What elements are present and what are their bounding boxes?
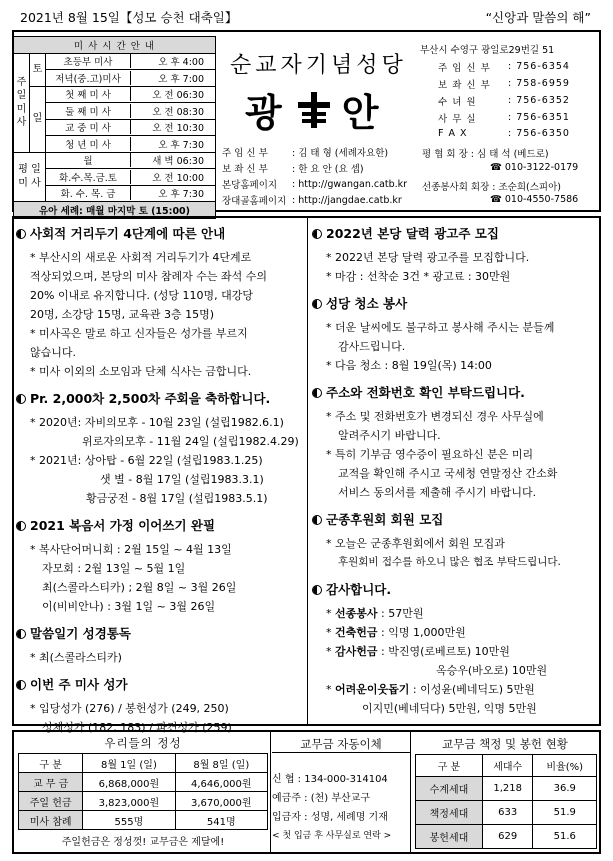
table-header: 비율(%) xyxy=(533,755,597,777)
table-cell: 629 xyxy=(482,825,533,849)
bullet-icon xyxy=(312,388,322,398)
pledge-status-table xyxy=(415,754,597,849)
section-title: 말씀일기 성경통독 xyxy=(16,624,304,642)
list-item: 않습니다. xyxy=(30,346,77,359)
row-label: 미사 참례 xyxy=(19,811,83,830)
list-item: 서비스 동의서를 제출해 주시기 바랍니다. xyxy=(338,486,537,499)
table-header: 세대수 xyxy=(482,755,533,777)
mass-name: 화. 수. 목. 금 xyxy=(60,189,116,201)
mass-time: 오 후 7:30 xyxy=(130,137,208,151)
list-item: 옥승우(바오로) 10만원 xyxy=(436,664,548,677)
list-item: * 건축헌금 : 익명 1,000만원 xyxy=(326,626,466,639)
section-title: 이번 주 미사 성가 xyxy=(16,675,304,693)
bullet-icon xyxy=(312,229,322,239)
row-label: 봉헌세대 xyxy=(416,825,483,849)
section-title: 감사합니다. xyxy=(312,580,598,598)
contact-phone: : 758-6959 xyxy=(508,78,570,89)
mass-time: 오 전 10:30 xyxy=(130,120,208,134)
list-item: 성체성가 (182, 183) / 파견성가 (259) xyxy=(42,721,232,734)
bullet-icon xyxy=(312,515,322,525)
mass-time: 오 전 08:30 xyxy=(130,104,208,118)
auto-transfer-info xyxy=(272,770,391,846)
list-item: * 마감 : 선착순 3건 * 광고료 : 30만원 xyxy=(326,270,511,283)
contact-label: 주 임 신 부 xyxy=(438,62,491,74)
contact-phone: : 756-6350 xyxy=(508,127,570,139)
list-item: * 다음 청소 : 8월 19일(목) 14:00 xyxy=(326,359,492,372)
staff-value: : 김 태 형 (세례자요한) xyxy=(292,148,389,159)
table-cell: 3,823,000원 xyxy=(83,792,175,811)
list-item: * 선종봉사 : 57만원 xyxy=(326,607,424,620)
list-item: 후원회비 접수를 하오니 많은 협조 부탁드립니다. xyxy=(338,556,561,568)
council-chair-phone: ☎ 010-3122-0179 xyxy=(490,162,579,173)
contact-label: 수 녀 원 xyxy=(438,96,477,108)
bullet-icon xyxy=(312,585,322,595)
list-item: * 2022년 본당 달력 광고주를 모집합니다. xyxy=(326,251,530,264)
table-cell: 4,646,000원 xyxy=(175,773,267,792)
bullet-icon xyxy=(16,229,26,239)
staff-value: : 한 요 안 (요 셉) xyxy=(292,164,364,175)
funeral-service-phone: ☎ 010-4550-7586 xyxy=(490,194,579,205)
table-cell: 51.9 xyxy=(533,801,597,825)
section-title: 2022년 본당 달력 광고주 모집 xyxy=(312,224,598,242)
list-item: 이(비비안나) : 3월 1일 ~ 3월 26일 xyxy=(42,600,216,613)
table-cell: 555명 xyxy=(83,811,175,830)
table-header: 8월 8일 (일) xyxy=(175,754,267,773)
list-item: 자모회 : 2월 13일 ~ 5월 1일 xyxy=(42,562,186,575)
sunday-label: 일 xyxy=(30,86,46,152)
list-item: 교적을 확인해 주시고 국세청 연말정산 간소화 xyxy=(338,467,558,480)
list-item: 20% 이내로 유지합니다. (성당 110명, 대강당 xyxy=(30,289,253,302)
list-item: 샛 별 - 8월 17일 (설립1983.3.1) xyxy=(100,473,264,486)
bulletin-motto: “신앙과 말씀의 해” xyxy=(485,10,591,25)
list-item: 적상되었으며, 본당의 미사 참례자 수는 좌석 수의 xyxy=(30,270,267,283)
row-label: 주일 헌금 xyxy=(19,792,83,811)
list-item: * 부산시의 새로운 사회적 거리두기가 4단계로 xyxy=(30,251,252,264)
list-item: * 2021년: 상아탑 - 6월 22일 (설립1983.1.25) xyxy=(30,454,263,467)
mass-time: 오 후 7:30 xyxy=(130,186,208,200)
mass-name: 저녁(중.고)미사 xyxy=(55,73,121,85)
contact-list xyxy=(438,58,570,140)
list-item: 이지민(베네딕다) 5만원, 익명 5만원 xyxy=(362,702,537,715)
sunday-mass-label: 주 일 미 사 xyxy=(14,53,30,152)
list-item: * 감사헌금 : 박진영(로베르토) 10만원 xyxy=(326,645,510,658)
staff-label: 장대골홈페이지 xyxy=(222,196,287,207)
bank-account: 신 협 : 134-000-314104 xyxy=(272,774,388,785)
table-cell: 541명 xyxy=(175,811,267,830)
list-item: 위로자의모후 - 11월 24일 (설립1982.4.29) xyxy=(82,435,299,448)
bulletin-date: 2021년 8월 15일【성모 승천 대축일】 xyxy=(20,10,238,25)
parish-address: 부산시 수영구 광일로29번길 51 xyxy=(420,45,555,56)
table-cell: 36.9 xyxy=(533,777,597,801)
contact-office-note: < 첫 입금 후 사무실로 연락 > xyxy=(272,831,392,841)
list-item: * 어려운이웃돕기 : 이성윤(베네딕도) 5만원 xyxy=(326,683,535,696)
list-item: * 2020년: 자비의모후 - 10월 23일 (설립1982.6.1) xyxy=(30,416,284,429)
mass-name: 청 년 미 사 xyxy=(65,139,111,151)
section-title: Pr. 2,000차 2,500차 주회을 축하합니다. xyxy=(16,389,304,407)
council-chair: 평 협 회 장 : 심 태 석 (베드로) xyxy=(422,149,549,160)
section-title: 성당 청소 봉사 xyxy=(312,294,598,312)
contact-label: 사 무 실 xyxy=(438,113,477,125)
bullet-icon xyxy=(312,299,322,309)
table-header: 8월 1일 (일) xyxy=(83,754,175,773)
contact-label: F A X xyxy=(438,127,468,139)
contact-label: 보 좌 신 부 xyxy=(438,79,491,91)
staff-list xyxy=(222,144,407,208)
column-divider xyxy=(307,218,308,724)
contact-phone: : 756-6351 xyxy=(508,112,570,123)
row-label: 수계세대 xyxy=(416,777,483,801)
bullet-icon xyxy=(16,394,26,404)
table-header: 구 분 xyxy=(416,755,483,777)
infant-baptism-note: 유아 세례: 매월 마지막 토 (15:00) xyxy=(14,202,216,219)
staff-label: 주 임 신 부 xyxy=(222,148,268,159)
offering-table xyxy=(18,753,268,830)
row-label: 책정세대 xyxy=(416,801,483,825)
mass-name: 둘 째 미 사 xyxy=(65,106,111,118)
row-label: 교 무 금 xyxy=(19,773,83,792)
mass-name: 교 중 미 사 xyxy=(65,123,111,135)
table-header: 구 분 xyxy=(19,754,83,773)
logo-left-char: 광 xyxy=(245,90,286,135)
offering-title: 우리들의 정성 xyxy=(104,736,182,750)
staff-label: 본당홈페이지 xyxy=(222,180,278,191)
list-item: * 더운 날씨에도 불구하고 봉사해 주시는 분들께 xyxy=(326,321,555,334)
pledge-status-title: 교무금 책정 및 봉헌 현황 xyxy=(442,737,568,751)
contact-phone: : 756-6352 xyxy=(508,95,570,106)
list-item: * 미사곡은 말로 하고 신자들은 성가를 부르지 xyxy=(30,327,248,340)
list-item: * 복사단어머니회 : 2월 15일 ~ 4월 13일 xyxy=(30,543,232,556)
depositor-note: 입금자 : 성명, 세례명 기재 xyxy=(272,812,388,823)
mass-schedule-table xyxy=(13,36,216,219)
mass-schedule-title: 미 사 시 간 안 내 xyxy=(14,37,216,54)
auto-transfer-title: 교무금 자동이체 xyxy=(300,737,382,751)
table-cell: 633 xyxy=(482,801,533,825)
table-cell: 1,218 xyxy=(482,777,533,801)
table-cell: 6,868,000원 xyxy=(83,773,175,792)
mass-time: 오 전 06:30 xyxy=(130,87,208,101)
mass-name: 첫 째 미 사 xyxy=(65,90,111,102)
section-title: 사회적 거리두기 4단계에 따른 안내 xyxy=(16,224,304,242)
jangdae-homepage-link[interactable]: : http://jangdae.catb.kr xyxy=(292,194,402,206)
parish-name: 순교자기념성당 xyxy=(230,53,407,78)
cross-emblem-icon xyxy=(292,88,336,132)
bullet-icon xyxy=(16,680,26,690)
weekday-mass-label: 평 일 미 사 xyxy=(14,152,46,202)
right-column xyxy=(312,218,598,718)
list-item: * 최(스콜라스티카) xyxy=(30,651,122,664)
list-item: * 미사 이외의 소모임과 단체 식사는 금합니다. xyxy=(30,365,252,378)
contact-phone: : 756-6354 xyxy=(508,61,570,72)
list-item: * 주소 및 전화번호가 변경되신 경우 사무실에 xyxy=(326,410,544,423)
mass-time: 오 후 7:00 xyxy=(130,71,208,85)
table-cell: 51.6 xyxy=(533,825,597,849)
bullet-icon xyxy=(16,629,26,639)
section-title: 주소와 전화번호 확인 부탁드립니다. xyxy=(312,383,598,401)
funeral-service-head: 선종봉사회 회장 : 조순희(스피아) xyxy=(422,182,561,193)
mass-time: 오 후 4:00 xyxy=(130,54,208,68)
logo-right-char: 안 xyxy=(341,90,383,135)
list-item: 감사드립니다. xyxy=(338,340,406,353)
account-holder: 예금주 : (천) 부산교구 xyxy=(272,793,370,804)
list-item: 최(스콜라스티카) ; 2월 8일 ~ 3월 26일 xyxy=(42,581,237,594)
saturday-label: 토 xyxy=(30,53,46,86)
list-item: * 입당성가 (276) / 봉헌성가 (249, 250) xyxy=(30,702,229,715)
list-item: * 특히 기부금 영수증이 필요하신 분은 미리 xyxy=(326,448,534,461)
parish-logo xyxy=(245,82,382,137)
homepage-link[interactable]: : http://gwangan.catb.kr xyxy=(292,178,408,190)
left-column xyxy=(16,218,304,737)
section-title: 2021 복음서 가정 이어쓰기 완필 xyxy=(16,516,304,534)
table-cell: 3,670,000원 xyxy=(175,792,267,811)
list-item: 황금궁전 - 8월 17일 (설립1983.5.1) xyxy=(86,492,268,505)
offering-note: 주일헌금은 정성껏! 교무금은 제달에! xyxy=(61,837,225,848)
staff-label: 보 좌 신 부 xyxy=(222,164,268,175)
mass-name: 초등부 미사 xyxy=(63,57,113,69)
list-item: * 오늘은 군종후원회에서 회원 모집과 xyxy=(326,537,505,550)
mass-time: 새 벽 06:30 xyxy=(130,153,208,167)
mass-time: 오 전 10:00 xyxy=(130,170,208,184)
list-item: 20명, 소강당 15명, 교육관 3층 15명) xyxy=(30,308,215,321)
bullet-icon xyxy=(16,521,26,531)
section-title: 군종후원회 회원 모집 xyxy=(312,510,598,528)
list-item: 알려주시기 바랍니다. xyxy=(338,429,441,442)
mass-name: 화.수.목.금.토 xyxy=(59,172,117,184)
mass-name: 월 xyxy=(83,156,93,168)
